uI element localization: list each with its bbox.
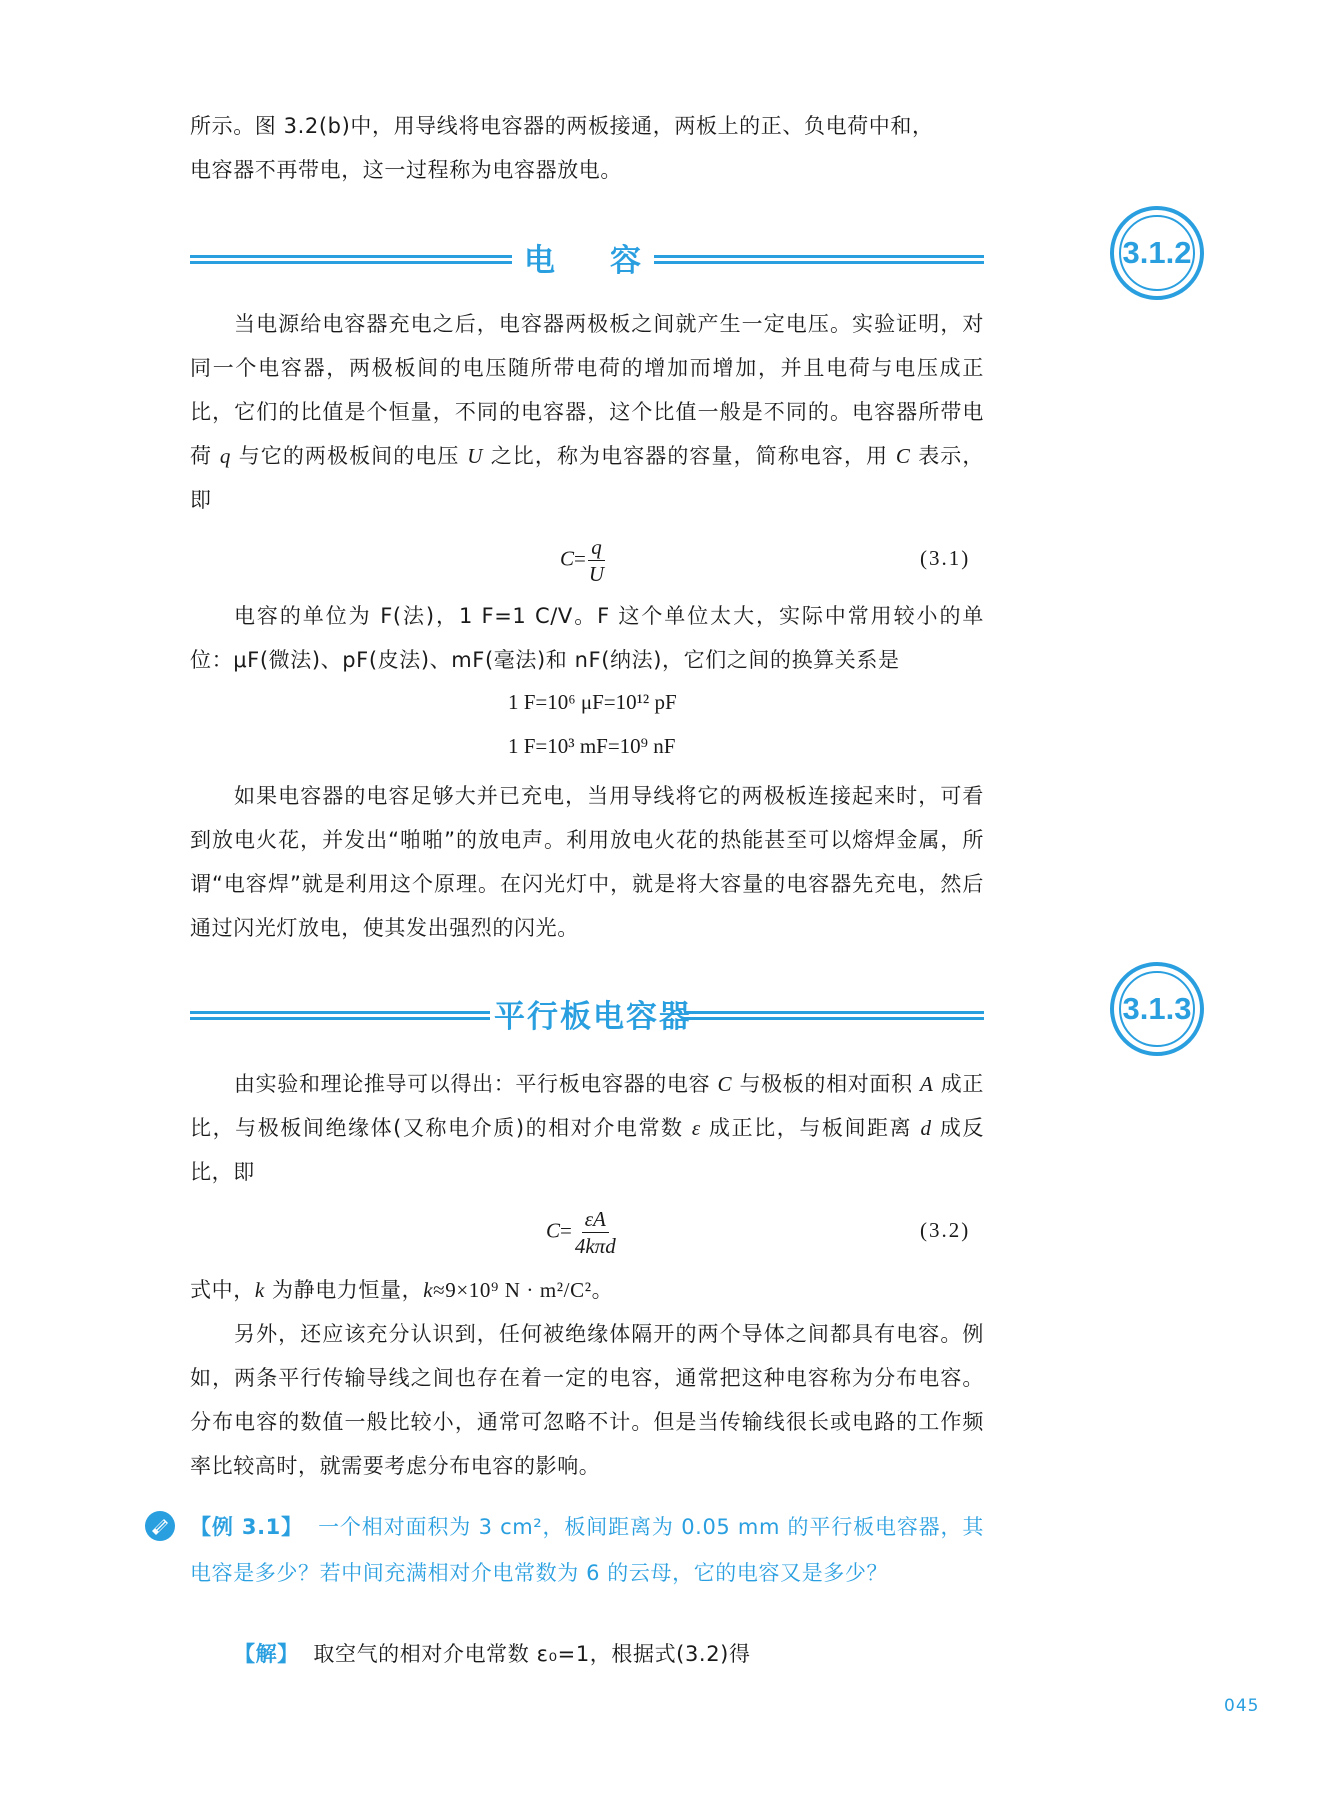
discharge-paragraph: 如果电容器的电容足够大并已充电，当用导线将它的两极板连接起来时，可看到放电火花，并发出“啪啪”的放电声。利用放电火花的热能甚至可以熔焊金属，所谓“电容焊”就是利用这个原理。在闪光灯中，就是将大容量的电容器先充电，然后通过闪光灯放电，使其发出强烈的闪光。 (190, 784, 984, 940)
section-heading-capacitance (190, 236, 984, 286)
section-title-char-2: 容 (610, 243, 643, 279)
unit-conversion-2: 1 F=10³ mF=10⁹ nF (508, 734, 676, 758)
parallel-plate-paragraph: 由实验和理论推导可以得出：平行板电容器的电容 C 与极板的相对面积 A 成正比，与极板间绝缘体(又称电介质)的相对介电常数 ε 成正比，与板间距离 d 成反比，即 (190, 1072, 984, 1184)
page-number: 045 (1224, 1696, 1260, 1716)
example-3-1: 【例 3.1】 一个相对面积为 3 cm²，板间距离为 0.05 mm 的平行板电容器，其电容是多少？若中间充满相对介电常数为 6 的云母，它的电容又是多少？ (190, 1515, 984, 1585)
section-badge-313 (1110, 962, 1204, 1056)
intro-line-2: 电容器不再带电，这一过程称为电容器放电。 (190, 158, 622, 182)
equation-3-1: C= $\frac{q}{U}$ (560, 535, 605, 586)
heading-rule-left (190, 255, 512, 264)
heading-rule-right (654, 255, 984, 264)
equation-3-2: C= $\frac{\varepsilon A}{\text{4kπd}}$ (546, 1207, 616, 1258)
solution-line: 【解】 取空气的相对介电常数 ε₀=1，根据式(3.2)得 (234, 1642, 751, 1666)
heading-rule-left (190, 1011, 490, 1020)
example-pencil-icon (144, 1510, 176, 1542)
heading-rule-right (684, 1011, 984, 1020)
section-badge-312 (1110, 206, 1204, 300)
capacitance-definition-paragraph: 当电源给电容器充电之后，电容器两极板之间就产生一定电压。实验证明，对同一个电容器，两极板间的电压随所带电荷的增加而增加，并且电荷与电压成正比，它们的比值是个恒量，不同的电容器，这个比值一般是不同的。电容器所带电荷 q 与它的两极板间的电压 U 之比，称为电容器的容量，简称电容，用 C 表示，即 (190, 312, 984, 512)
example-label: 【例 3.1】 (190, 1515, 303, 1539)
equation-label-3-2: (3.2) (920, 1218, 971, 1242)
equation-label-3-1: (3.1) (920, 546, 971, 570)
intro-line-1: 所示。图 3.2(b)中，用导线将电容器的两板接通，两板上的正、负电荷中和， (190, 114, 934, 138)
unit-conversion-1: 1 F=10⁶ μF=10¹² pF (508, 690, 677, 714)
section-title: 平行板电容器 (494, 999, 692, 1035)
section-badge-number: 3.1.3 (1119, 971, 1195, 1047)
solution-label: 【解】 (234, 1642, 299, 1666)
section-title-char-1: 电 (524, 243, 557, 279)
section-heading-parallel-plate (190, 992, 984, 1042)
constant-k-line: 式中，k 为静电力恒量，k≈9×10⁹ N · m²/C²。 (190, 1278, 614, 1302)
section-badge-number: 3.1.2 (1119, 215, 1195, 291)
distributed-capacitance-paragraph: 另外，还应该充分认识到，任何被绝缘体隔开的两个导体之间都具有电容。例如，两条平行传输导线之间也存在着一定的电容，通常把这种电容称为分布电容。分布电容的数值一般比较小，通常可忽略不计。但是当传输线很长或电路的工作频率比较高时，就需要考虑分布电容的影响。 (190, 1322, 984, 1478)
capacitance-units-paragraph: 电容的单位为 F(法)，1 F=1 C/V。F 这个单位太大，实际中常用较小的单位：μF(微法)、pF(皮法)、mF(毫法)和 nF(纳法)，它们之间的换算关系是 (190, 604, 984, 672)
